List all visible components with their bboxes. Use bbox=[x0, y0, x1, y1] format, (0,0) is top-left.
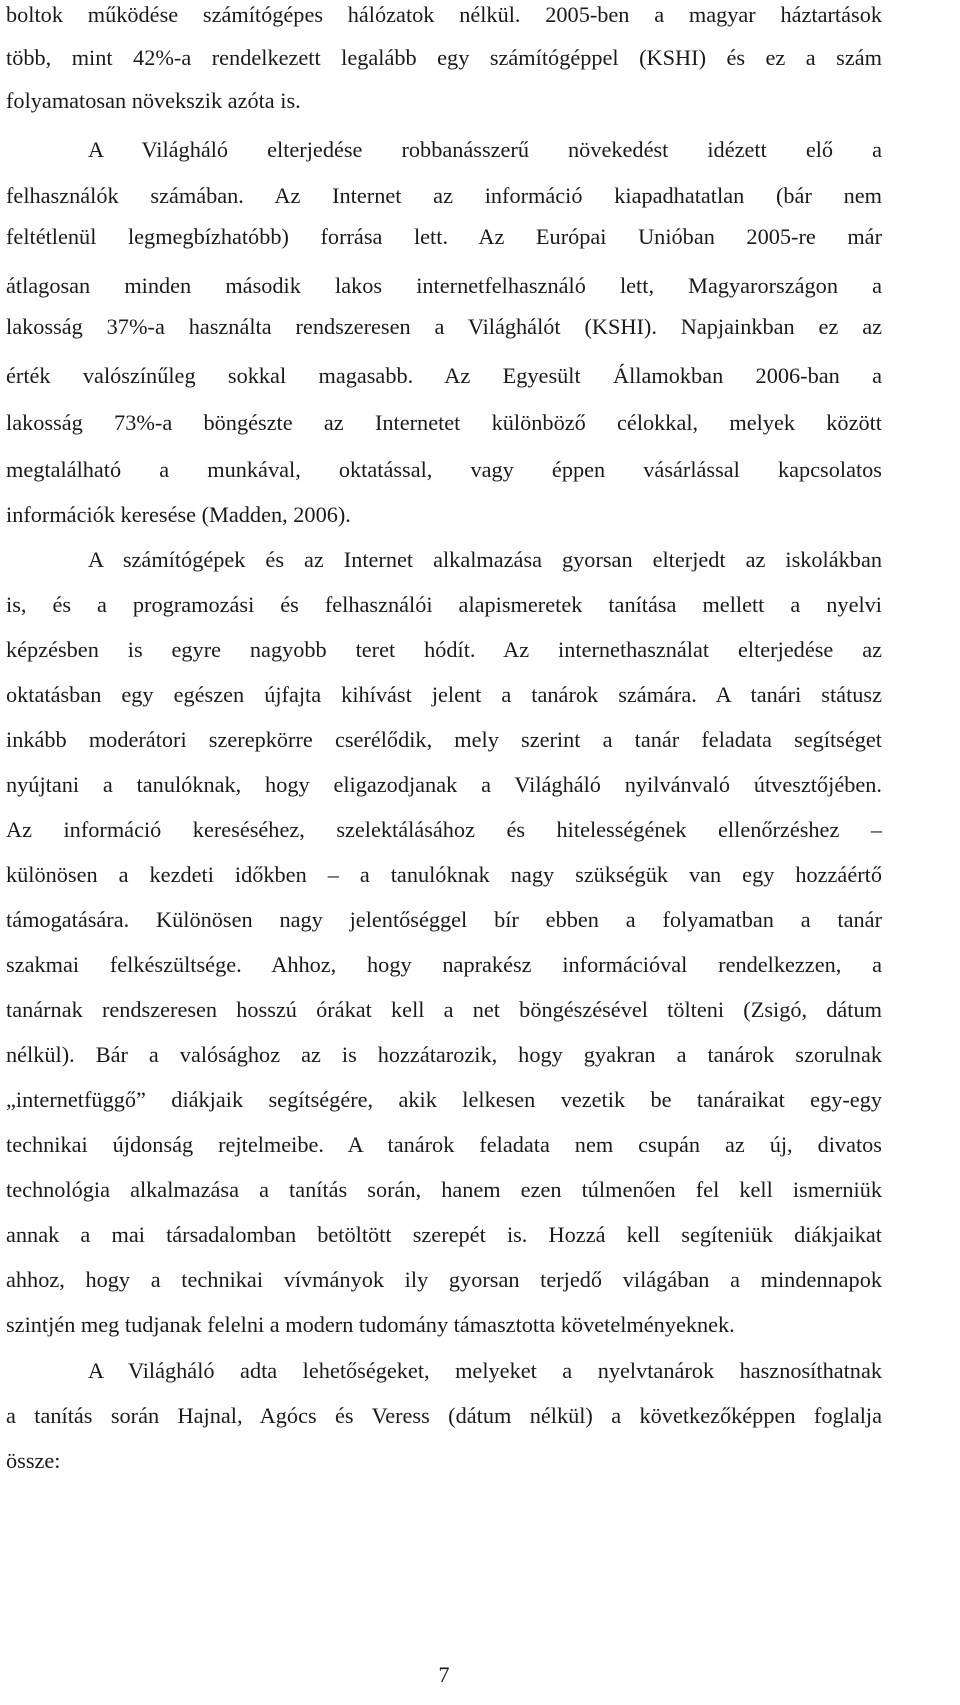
text-line: megtalálható a munkával, oktatással, vagy éppen vásárlással kapcsolatos bbox=[6, 457, 882, 482]
text-line: képzésben is egyre nagyobb teret hódít. Az internethasználat elterjedése az bbox=[6, 637, 882, 662]
text-line: boltok működése számítógépes hálózatok nélkül. 2005-ben a magyar háztartások bbox=[6, 2, 882, 27]
text-line: inkább moderátori szerepkörre cserélődik, mely szerint a tanár feladata segítséget bbox=[6, 727, 882, 752]
text-line: is, és a programozási és felhasználói alapismeretek tanítása mellett a nyelvi bbox=[6, 592, 882, 617]
text-line: A Világháló elterjedése robbanásszerű növekedést idézett elő a bbox=[88, 137, 882, 162]
text-line: szakmai felkészültsége. Ahhoz, hogy naprakész információval rendelkezzen, a bbox=[6, 952, 882, 977]
page-number: 7 bbox=[438, 1662, 450, 1687]
text-line: A számítógépek és az Internet alkalmazása gyorsan elterjedt az iskolákban bbox=[88, 547, 882, 572]
text-line: nélkül). Bár a valósághoz az is hozzátarozik, hogy gyakran a tanárok szorulnak bbox=[6, 1042, 882, 1067]
text-line: össze: bbox=[6, 1448, 61, 1473]
text-line: feltétlenül legmegbízhatóbb) forrása lett. Az Európai Unióban 2005-re már bbox=[6, 224, 882, 249]
text-line: támogatására. Különösen nagy jelentőséggel bír ebben a folyamatban a tanár bbox=[6, 907, 882, 932]
text-line: a tanítás során Hajnal, Agócs és Veress (dátum nélkül) a következőképpen foglalja bbox=[6, 1403, 882, 1428]
text-line: lakosság 73%-a böngészte az Internetet különböző célokkal, melyek között bbox=[6, 410, 882, 435]
text-line: lakosság 37%-a használta rendszeresen a Világhálót (KSHI). Napjainkban ez az bbox=[6, 314, 882, 339]
text-line: átlagosan minden második lakos internetfelhasználó lett, Magyarországon a bbox=[6, 273, 882, 298]
text-line: technológia alkalmazása a tanítás során, hanem ezen túlmenően fel kell ismerniük bbox=[6, 1177, 882, 1202]
text-line: érték valószínűleg sokkal magasabb. Az Egyesült Államokban 2006-ban a bbox=[6, 363, 882, 388]
text-line: több, mint 42%-a rendelkezett legalább egy számítógéppel (KSHI) és ez a szám bbox=[6, 45, 882, 70]
text-line: „internetfüggő” diákjaik segítségére, akik lelkesen vezetik be tanáraikat egy-egy bbox=[6, 1087, 882, 1112]
text-line: különösen a kezdeti időkben – a tanulóknak nagy szükségük van egy hozzáértő bbox=[6, 862, 882, 887]
text-line: A Világháló adta lehetőségeket, melyeket a nyelvtanárok hasznosíthatnak bbox=[88, 1358, 882, 1383]
text-line: szintjén meg tudjanak felelni a modern tudomány támasztotta követelményeknek. bbox=[6, 1312, 735, 1337]
text-line: Az információ kereséséhez, szelektálásához és hitelességének ellenőrzéshez – bbox=[6, 817, 882, 842]
text-line: folyamatosan növekszik azóta is. bbox=[6, 88, 301, 113]
text-line: tanárnak rendszeresen hosszú órákat kell a net böngészésével tölteni (Zsigó, dátum bbox=[6, 997, 882, 1022]
text-line: ahhoz, hogy a technikai vívmányok ily gyorsan terjedő világában a mindennapok bbox=[6, 1267, 882, 1292]
text-line: információk keresése (Madden, 2006). bbox=[6, 502, 351, 527]
text-line: oktatásban egy egészen újfajta kihívást jelent a tanárok számára. A tanári státusz bbox=[6, 682, 882, 707]
text-line: annak a mai társadalomban betöltött szerepét is. Hozzá kell segíteniük diákjaikat bbox=[6, 1222, 882, 1247]
text-line: nyújtani a tanulóknak, hogy eligazodjanak a Világháló nyilvánvaló útvesztőjében. bbox=[6, 772, 882, 797]
text-line: felhasználók számában. Az Internet az információ kiapadhatatlan (bár nem bbox=[6, 183, 882, 208]
text-line: technikai újdonság rejtelmeibe. A tanárok feladata nem csupán az új, divatos bbox=[6, 1132, 882, 1157]
